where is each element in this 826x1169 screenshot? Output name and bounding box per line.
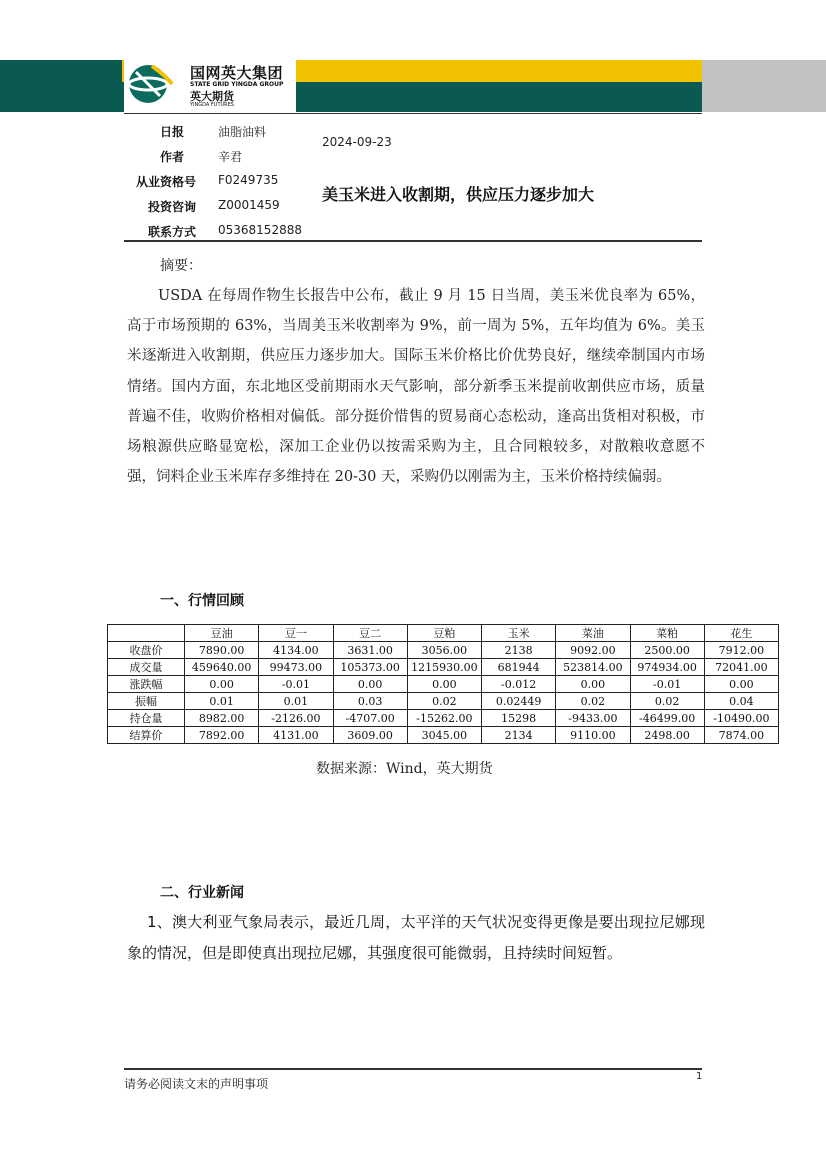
table-row: [108, 642, 779, 659]
meta-label-license: 从业资格号: [136, 175, 197, 189]
title-rule: [124, 240, 702, 242]
table-cell: 0.00: [407, 676, 481, 693]
table-cell: 1215930.00: [407, 659, 481, 676]
table-row: [108, 693, 779, 710]
news-item: 1、澳大利亚气象局表示，最近几周，太平洋的天气状况变得更像是要出现拉尼娜现象的情况，但是即使真出现拉尼娜，其强度很可能微弱，且持续时间短暂。: [127, 913, 705, 962]
table-cell: 523814.00: [556, 659, 630, 676]
table-column-header: 玉米: [482, 625, 556, 642]
table-cell: 7874.00: [704, 727, 778, 744]
section-industry-news-title: 二、行业新闻: [160, 885, 244, 901]
table-cell: 0.00: [185, 676, 259, 693]
subsidiary-name-en: YINGDA FUTURES: [190, 102, 234, 108]
table-cell: 3056.00: [407, 642, 481, 659]
summary-heading: 摘要：: [160, 258, 202, 274]
table-cell: 2134: [482, 727, 556, 744]
meta-label-author: 作者: [160, 150, 185, 164]
table-cell: 7890.00: [185, 642, 259, 659]
table-cell: 0.04: [704, 693, 778, 710]
footer-rule: [124, 1068, 702, 1070]
header-rule: [124, 113, 702, 114]
table-row-label: 涨跌幅: [108, 676, 185, 693]
table-row-label: 持仓量: [108, 710, 185, 727]
table-cell: -0.012: [482, 676, 556, 693]
meta-value-report: 油脂油料: [218, 125, 267, 139]
table-row-label: 振幅: [108, 693, 185, 710]
report-title: 美玉米进入收割期，供应压力逐步加大: [322, 185, 595, 204]
table-cell: 0.00: [704, 676, 778, 693]
table-row: [108, 676, 779, 693]
table-cell: 2500.00: [630, 642, 704, 659]
company-logo: [124, 60, 296, 112]
table-cell: 681944: [482, 659, 556, 676]
table-cell: 7912.00: [704, 642, 778, 659]
table-cell: 3045.00: [407, 727, 481, 744]
table-corner-cell: [108, 625, 185, 642]
meta-label-contact: 联系方式: [148, 225, 197, 239]
meta-value-license: F0249735: [218, 173, 279, 187]
footer-disclaimer-note: 请务必阅读文末的声明事项: [124, 1077, 269, 1091]
section-market-review-title: 一、行情回顾: [160, 593, 244, 609]
company-name-cn: 国网英大集团: [190, 64, 284, 82]
table-cell: -4707.00: [333, 710, 407, 727]
report-date: 2024-09-23: [322, 135, 392, 149]
table-cell: 0.00: [556, 676, 630, 693]
summary-body: USDA 在每周作物生长报告中公布，截止 9 月 15 日当周，美玉米优良率为 65%，高于市场预期的 63%，当周美玉米收割率为 9%，前一周为 5%，五年均值为 6%。美玉米逐渐进入收割期，供应压力逐步加大。国际玉米价格比价优势良好，继续牵制国内市场情绪。国内方面，东北地区受前期雨水天气影响，部分新季玉米提前收割供应市场，质量普遍不佳，收购价格相对偏低。部分挺价惜售的贸易商心态松动，逢高出货相对积极，市场粮源供应略显宽松，深加工企业仍以按需采购为主，且合同粮较多，对散粮收意愿不强，饲料企业玉米库存多维持在 20-30 天，采购仍以刚需为主，玉米价格持续偏弱。: [127, 288, 705, 486]
table-cell: 0.01: [259, 693, 333, 710]
subsidiary-name-cn: 英大期货: [190, 90, 234, 103]
table-cell: 0.02: [407, 693, 481, 710]
table-cell: 0.00: [333, 676, 407, 693]
table-cell: 8982.00: [185, 710, 259, 727]
table-cell: 2498.00: [630, 727, 704, 744]
table-cell: 15298: [482, 710, 556, 727]
table-cell: 105373.00: [333, 659, 407, 676]
table-row: [108, 727, 779, 744]
table-cell: 72041.00: [704, 659, 778, 676]
table-cell: -46499.00: [630, 710, 704, 727]
table-cell: 459640.00: [185, 659, 259, 676]
meta-value-consult: Z0001459: [218, 198, 280, 212]
table-column-header: 菜油: [556, 625, 630, 642]
table-column-header: 豆粕: [407, 625, 481, 642]
table-cell: 3609.00: [333, 727, 407, 744]
table-row-label: 收盘价: [108, 642, 185, 659]
table-header-row: [108, 625, 779, 642]
globe-logo-icon: [126, 62, 174, 106]
table-cell: -2126.00: [259, 710, 333, 727]
meta-label-consult: 投资咨询: [148, 200, 197, 214]
table-column-header: 豆二: [333, 625, 407, 642]
table-cell: 99473.00: [259, 659, 333, 676]
data-source: 数据来源：Wind，英大期货: [316, 761, 493, 777]
table-cell: 9092.00: [556, 642, 630, 659]
table-cell: 4134.00: [259, 642, 333, 659]
table-cell: 7892.00: [185, 727, 259, 744]
table-row-label: 成交量: [108, 659, 185, 676]
header-band-gray: [702, 60, 826, 112]
table-cell: 9110.00: [556, 727, 630, 744]
table-cell: 0.03: [333, 693, 407, 710]
table-cell: 0.01: [185, 693, 259, 710]
meta-value-contact: 05368152888: [218, 223, 302, 237]
table-cell: -10490.00: [704, 710, 778, 727]
table-cell: 3631.00: [333, 642, 407, 659]
table-row-label: 结算价: [108, 727, 185, 744]
table-cell: 2138: [482, 642, 556, 659]
table-cell: 974934.00: [630, 659, 704, 676]
table-cell: 0.02: [630, 693, 704, 710]
table-row: [108, 659, 779, 676]
table-cell: -9433.00: [556, 710, 630, 727]
table-row: [108, 710, 779, 727]
market-table: [107, 624, 779, 744]
meta-value-author: 辛君: [218, 150, 243, 164]
page-number: 1: [696, 1071, 703, 1082]
table-cell: 0.02: [556, 693, 630, 710]
table-cell: -0.01: [630, 676, 704, 693]
table-column-header: 菜粕: [630, 625, 704, 642]
company-name-en: STATE GRID YINGDA GROUP: [190, 81, 284, 88]
table-cell: -0.01: [259, 676, 333, 693]
header-band-left: [0, 60, 122, 112]
meta-label-report: 日报: [160, 125, 185, 139]
table-cell: 4131.00: [259, 727, 333, 744]
table-column-header: 豆一: [259, 625, 333, 642]
table-column-header: 豆油: [185, 625, 259, 642]
table-column-header: 花生: [704, 625, 778, 642]
table-cell: -15262.00: [407, 710, 481, 727]
table-cell: 0.02449: [482, 693, 556, 710]
